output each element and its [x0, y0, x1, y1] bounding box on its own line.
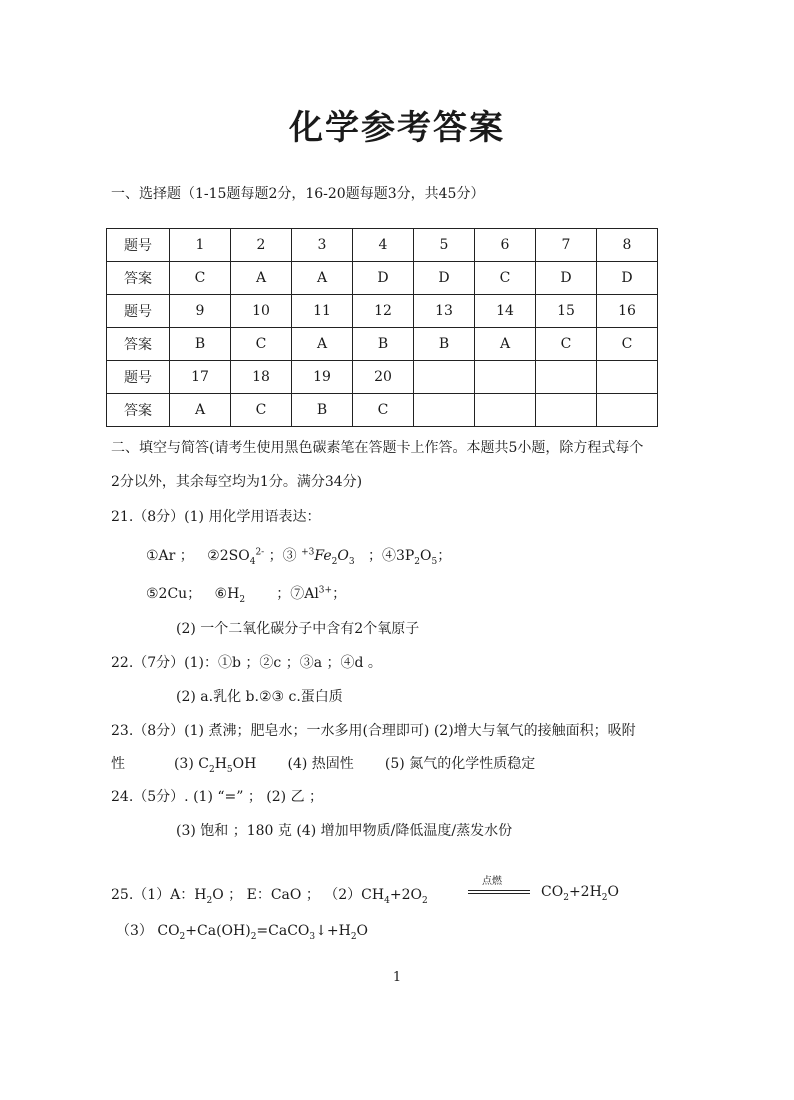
page-title: 化学参考答案: [289, 108, 505, 148]
q25-c-sub2: 2: [601, 892, 608, 903]
q21-e: ⑤2Cu；: [146, 586, 202, 602]
table-cell: D: [597, 262, 658, 295]
answer-table: [106, 228, 658, 427]
q25-a-end: O ； E：CaO ； （2）CH: [212, 887, 385, 903]
table-cell: 4: [353, 229, 414, 262]
q25-c-sub: 2: [563, 892, 569, 903]
table-cell: [536, 361, 597, 394]
q21-d-sub1: 2: [414, 556, 421, 567]
q21-part2: (2) 一个二氧化碳分子中含有2个氧原子: [176, 621, 420, 637]
reaction-arrow: [468, 872, 530, 902]
table-cell: B: [414, 328, 475, 361]
table-cell: 8: [597, 229, 658, 262]
q25-line2: [116, 920, 368, 942]
table-cell: B: [353, 328, 414, 361]
table-cell: D: [414, 262, 475, 295]
q25-d-e: O: [356, 923, 369, 939]
q21-g-end: ；: [332, 586, 347, 602]
q21-d: ；④3P: [367, 548, 415, 564]
table-cell: [597, 361, 658, 394]
table-cell: [414, 361, 475, 394]
q21-b: ②2SO: [207, 548, 250, 564]
q25-d-sub3: 3: [309, 931, 316, 942]
table-cell: C: [475, 262, 536, 295]
q21-g: ；⑦Al: [276, 586, 319, 602]
table-cell: B: [170, 328, 231, 361]
table-cell: 3: [292, 229, 353, 262]
q23-line2: [111, 753, 535, 775]
q25-line1: [111, 884, 428, 906]
table-cell: 5: [414, 229, 475, 262]
q25-b-sub: 4: [384, 895, 390, 906]
table-cell: [597, 394, 658, 427]
table-cell: 19: [292, 361, 353, 394]
q23-a: 性: [111, 756, 125, 772]
q23-d: (5) 氮气的化学性质稳定: [384, 756, 536, 772]
table-row-header: 题号: [107, 361, 170, 394]
q25-a: 25.（1）A：H: [111, 887, 207, 903]
q23-b-mid: H: [214, 756, 227, 772]
q25-product: [541, 884, 619, 903]
q23-b-end: OH: [232, 756, 257, 772]
section1-heading: 一、选择题（1-15题每题2分，16-20题每题3分，共45分）: [111, 186, 485, 202]
table-cell: 1: [170, 229, 231, 262]
q25-b-sub2: 2: [421, 895, 428, 906]
table-cell: C: [170, 262, 231, 295]
table-cell: A: [231, 262, 292, 295]
table-row: [107, 229, 658, 262]
page-number: 1: [392, 970, 402, 985]
table-cell: C: [597, 328, 658, 361]
q22-line2: (2) a.乳化 b.②③ c.蛋白质: [176, 689, 343, 705]
section2-heading-line2: 2分以外，其余每空均为1分。满分34分): [111, 474, 363, 490]
table-cell: B: [292, 394, 353, 427]
q25-d-sub2: 2: [250, 931, 257, 942]
table-cell: 17: [170, 361, 231, 394]
q24-line1: 24.（5分）. (1) “=” ； (2) 乙 ；: [111, 789, 324, 805]
q25-d-b: +Ca(OH): [185, 923, 251, 939]
q25-b-end: +2O: [389, 887, 422, 903]
q21-c-sub2: 3: [348, 556, 355, 567]
table-cell: A: [170, 394, 231, 427]
arrow-line-top: [468, 890, 530, 891]
q25-d-c: =CaCO: [256, 923, 310, 939]
table-row: [107, 295, 658, 328]
q23-b: (3) C: [173, 756, 209, 772]
q21-d-end: ；: [437, 548, 452, 564]
table-cell: A: [475, 328, 536, 361]
q21-head: 21.（8分）(1) 用化学用语表达：: [111, 509, 321, 525]
table-row-header: 题号: [107, 229, 170, 262]
table-row: [107, 328, 658, 361]
q22-line1: 22.（7分）(1)：①b ；②c ；③a ；④d 。: [111, 655, 382, 671]
table-cell: 11: [292, 295, 353, 328]
table-row: [107, 394, 658, 427]
q25-d-sub1: 2: [179, 931, 186, 942]
q21-line2: [146, 583, 346, 605]
table-cell: 7: [536, 229, 597, 262]
table-row: [107, 361, 658, 394]
q23-c: (4) 热固性: [287, 756, 354, 772]
q25-c: CO: [541, 884, 564, 900]
table-cell: C: [536, 328, 597, 361]
table-cell: C: [353, 394, 414, 427]
table-cell: 15: [536, 295, 597, 328]
q25-d-sub4: 2: [350, 931, 357, 942]
table-cell: 14: [475, 295, 536, 328]
table-cell: C: [231, 394, 292, 427]
table-cell: A: [292, 328, 353, 361]
q21-c-formula2: O: [337, 548, 349, 564]
q21-a: ①Ar ；: [146, 548, 194, 564]
q21-c-valence: +3: [301, 547, 315, 558]
q21-d-mid: O: [420, 548, 432, 564]
q21-b-sup: 2-: [255, 547, 265, 558]
q23-b-sub2: 5: [226, 764, 233, 775]
q21-f-sub: 2: [239, 594, 246, 605]
table-cell: D: [353, 262, 414, 295]
q21-c: ；③: [268, 548, 297, 564]
q25-a-sub: 2: [206, 895, 213, 906]
table-row-header: 答案: [107, 328, 170, 361]
table-cell: 9: [170, 295, 231, 328]
q23-line1: 23.（8分）(1) 煮沸；肥皂水；一水多用(合理即可) (2)增大与氧气的接触面积；吸附: [111, 723, 636, 739]
q25-d-d: ↓+H: [315, 923, 351, 939]
q21-f: ⑥H: [214, 586, 240, 602]
q24-line2: (3) 饱和 ；180 克 (4) 增加甲物质/降低温度/蒸发水份: [176, 823, 513, 839]
q21-b-sub: 4: [249, 556, 256, 567]
q25-c-end2: O: [607, 884, 620, 900]
table-cell: 18: [231, 361, 292, 394]
q25-d: （3） CO: [116, 923, 180, 939]
q21-d-sub2: 5: [431, 556, 438, 567]
q21-line1: [146, 545, 451, 567]
q23-b-sub1: 2: [208, 764, 215, 775]
table-cell: 16: [597, 295, 658, 328]
table-cell: A: [292, 262, 353, 295]
table-row: [107, 262, 658, 295]
table-cell: D: [536, 262, 597, 295]
table-row-header: 题号: [107, 295, 170, 328]
q21-c-sub1: 2: [331, 556, 338, 567]
table-cell: [475, 394, 536, 427]
table-cell: C: [231, 328, 292, 361]
table-cell: 13: [414, 295, 475, 328]
arrow-line-bottom: [468, 893, 530, 894]
table-cell: 2: [231, 229, 292, 262]
reaction-condition: 点燃: [482, 876, 502, 887]
q21-g-sup: 3+: [318, 585, 333, 596]
table-cell: 6: [475, 229, 536, 262]
table-cell: [475, 361, 536, 394]
table-cell: 20: [353, 361, 414, 394]
table-cell: [536, 394, 597, 427]
q25-c-end: +2H: [568, 884, 602, 900]
table-cell: 10: [231, 295, 292, 328]
table-cell: [414, 394, 475, 427]
section2-heading-line1: 二、填空与简答(请考生使用黑色碳素笔在答题卡上作答。本题共5小题，除方程式每个: [111, 440, 644, 456]
table-row-header: 答案: [107, 394, 170, 427]
table-row-header: 答案: [107, 262, 170, 295]
table-cell: 12: [353, 295, 414, 328]
q21-c-formula: Fe: [314, 548, 332, 564]
